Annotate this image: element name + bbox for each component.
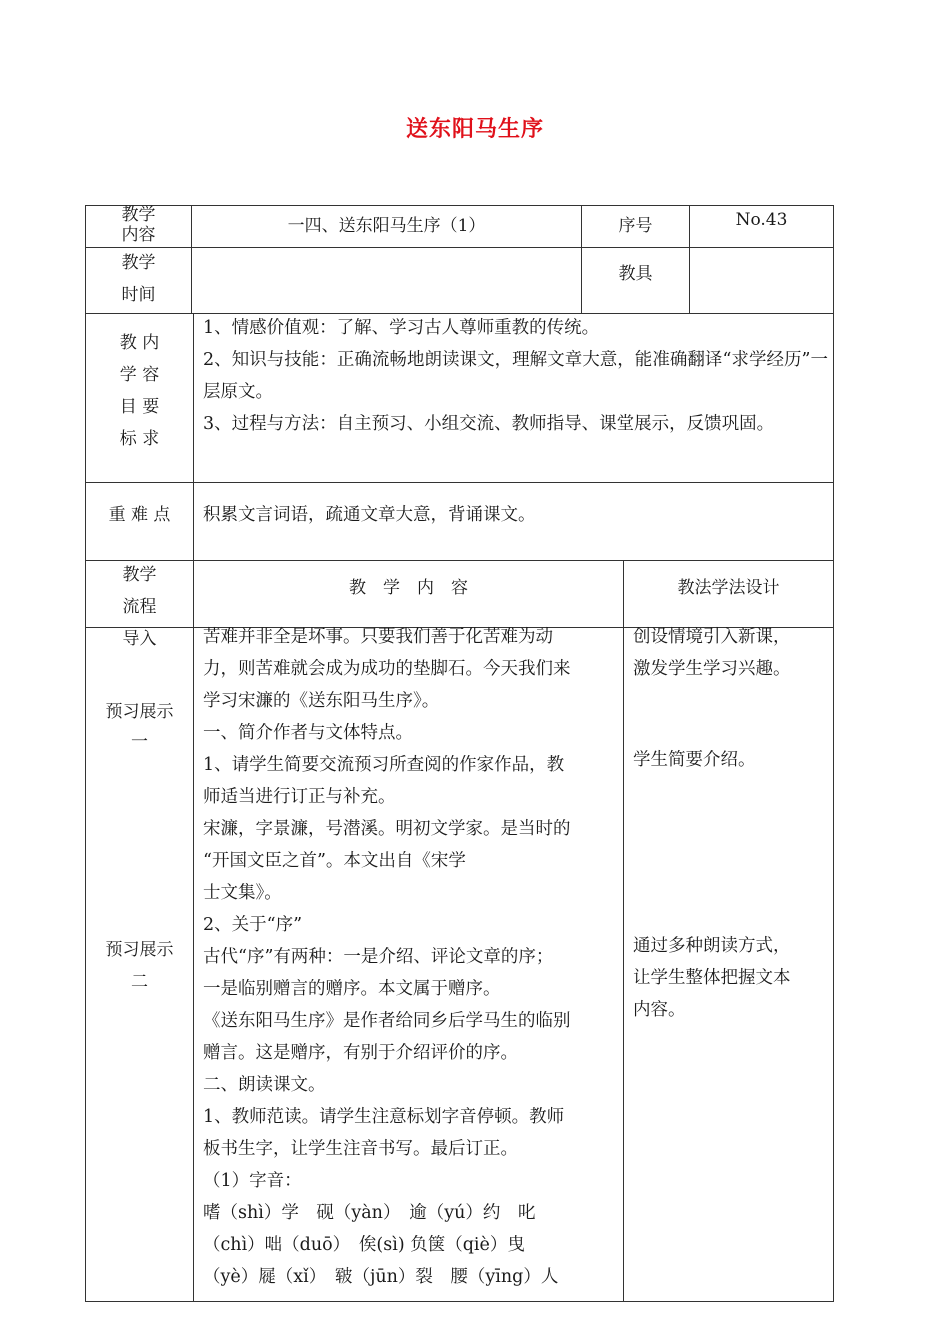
step-preview-2-line2: 二 (131, 972, 148, 992)
step-preview-2-line1: 预习展示 (105, 940, 174, 960)
content-line: 嗜（shì）学 砚（yàn） 逾（yú）约 叱 (203, 1203, 536, 1223)
content-line: 士文集》。 (203, 883, 282, 903)
flow-method-header: 教法学法设计 (677, 578, 780, 598)
step-preview-2 (86, 934, 193, 998)
method-note-line: 创设情境引入新课， (633, 627, 791, 647)
content-line: （1）字音： (203, 1171, 302, 1191)
flow-label (86, 559, 193, 623)
tools-label: 教具 (618, 264, 653, 284)
document-title: 送东阳马生序 (405, 117, 544, 142)
content-line: 二、朗读课文。 (203, 1075, 326, 1095)
goal-item: 3、过程与方法：自主预习、小组交流、教师指导、课堂展示，反馈巩固。 (203, 414, 775, 434)
content-line: 《送东阳马生序》是作者给同乡后学马生的临别 (203, 1011, 571, 1031)
method-note-line: 通过多种朗读方式， (633, 936, 791, 956)
content-line: 一、简介作者与文体特点。 (203, 723, 413, 743)
lesson-content (203, 621, 618, 1293)
time-label (86, 247, 191, 311)
goal-item: 1、情感价值观：了解、学习古人尊师重教的传统。 (203, 318, 600, 338)
content-line: 2、关于“序” (203, 915, 303, 935)
flow-content-header: 教 学 内 容 (349, 578, 468, 598)
method-note-1 (633, 621, 831, 685)
step-preview-1-line1: 预习展示 (105, 702, 174, 722)
time-label-line1: 教学 (121, 253, 156, 273)
serial-label: 序号 (618, 216, 653, 236)
goals-label-line: 学 容 (119, 365, 160, 385)
content-label-line1: 教学 (121, 205, 156, 225)
content-line: 1、教师范读。请学生注意标划字音停顿。教师 (203, 1107, 565, 1127)
content-line: 学习宋濂的《送东阳马生序》。 (203, 691, 440, 711)
content-label-line2: 内容 (121, 225, 156, 245)
step-preview-1-line2: 一 (131, 732, 148, 752)
content-line: （yè）屣（xǐ） 皲（jūn）裂 腰（yīng）人 (203, 1267, 559, 1287)
step-preview-1 (86, 697, 193, 757)
content-line: 1、请学生简要交流预习所查阅的作家作品，教 (203, 755, 565, 775)
method-note-2: 学生简要介绍。 (633, 750, 756, 770)
content-line: 赠言。这是赠序，有别于介绍评价的序。 (203, 1043, 518, 1063)
content-line: 古代“序”有两种：一是介绍、评论文章的序； (203, 947, 554, 967)
content-value: 一四、送东阳马生序（1） (287, 216, 486, 236)
method-note-3 (633, 930, 831, 1026)
content-label (86, 205, 191, 245)
content-line: 苦难并非全是坏事。只要我们善于化苦难为动 (203, 627, 553, 647)
goals-label-line: 标 求 (119, 429, 160, 449)
key-points-label: 重 难 点 (108, 505, 171, 525)
step-intro: 导入 (122, 629, 157, 649)
method-note-line: 让学生整体把握文本 (633, 968, 791, 988)
content-line: 一是临别赠言的赠序。本文属于赠序。 (203, 979, 501, 999)
content-line: 师适当进行订正与补充。 (203, 787, 396, 807)
content-line: 板书生字，让学生注音书写。最后订正。 (203, 1139, 518, 1159)
content-line: （chì）咄（duō） 俟(sì) 负箧（qiè）曳 (203, 1235, 525, 1255)
key-points-value: 积累文言词语，疏通文章大意，背诵课文。 (203, 505, 536, 525)
goal-item: 2、知识与技能：正确流畅地朗读课文，理解文章大意，能准确翻译“求学经历”一层原文。 (203, 350, 828, 402)
content-line: “开国文臣之首”。本文出自《宋学 (203, 851, 466, 871)
method-note-line: 激发学生学习兴趣。 (633, 659, 791, 679)
flow-label-line2: 流程 (122, 597, 157, 617)
goals-list (203, 312, 828, 440)
flow-label-line1: 教学 (122, 565, 157, 585)
content-line: 力，则苦难就会成为成功的垫脚石。今天我们来 (203, 659, 571, 679)
goals-label-line: 目 要 (119, 397, 160, 417)
goals-label-line: 教 内 (119, 333, 160, 353)
time-label-line2: 时间 (121, 285, 156, 305)
content-line: 宋濂，字景濂，号潜溪。明初文学家。是当时的 (203, 819, 571, 839)
serial-value: No.43 (735, 210, 788, 230)
goals-label (86, 327, 193, 455)
method-note-line: 内容。 (633, 1000, 686, 1020)
